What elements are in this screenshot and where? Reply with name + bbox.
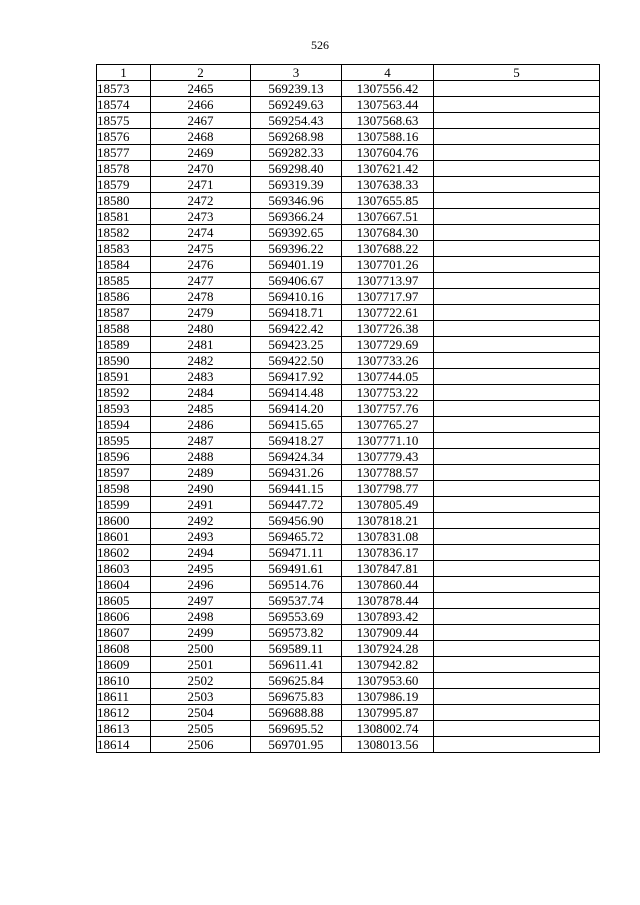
index-cell: 2504 (151, 705, 251, 721)
x-coordinate-cell: 569491.61 (251, 561, 342, 577)
index-cell: 2500 (151, 641, 251, 657)
point-number-cell: 18596 (97, 449, 151, 465)
note-cell (434, 257, 600, 273)
point-number-cell: 18595 (97, 433, 151, 449)
point-number-cell: 18579 (97, 177, 151, 193)
x-coordinate-cell: 569366.24 (251, 209, 342, 225)
index-cell: 2483 (151, 369, 251, 385)
point-number-cell: 18614 (97, 737, 151, 753)
index-cell: 2479 (151, 305, 251, 321)
point-number-cell: 18602 (97, 545, 151, 561)
point-number-cell: 18599 (97, 497, 151, 513)
table-row (97, 625, 600, 641)
point-number-cell: 18605 (97, 593, 151, 609)
note-cell (434, 593, 600, 609)
index-cell: 2493 (151, 529, 251, 545)
note-cell (434, 161, 600, 177)
point-number-cell: 18589 (97, 337, 151, 353)
index-cell: 2475 (151, 241, 251, 257)
point-number-cell: 18578 (97, 161, 151, 177)
point-number-cell: 18607 (97, 625, 151, 641)
y-coordinate-cell: 1307847.81 (342, 561, 434, 577)
x-coordinate-cell: 569401.19 (251, 257, 342, 273)
y-coordinate-cell: 1307717.97 (342, 289, 434, 305)
table-row (97, 497, 600, 513)
y-coordinate-cell: 1307893.42 (342, 609, 434, 625)
index-cell: 2471 (151, 177, 251, 193)
note-cell (434, 689, 600, 705)
note-cell (434, 97, 600, 113)
note-cell (434, 577, 600, 593)
index-cell: 2490 (151, 481, 251, 497)
point-number-cell: 18611 (97, 689, 151, 705)
note-cell (434, 673, 600, 689)
x-coordinate-cell: 569553.69 (251, 609, 342, 625)
y-coordinate-cell: 1307733.26 (342, 353, 434, 369)
point-number-cell: 18591 (97, 369, 151, 385)
index-cell: 2485 (151, 401, 251, 417)
x-coordinate-cell: 569688.88 (251, 705, 342, 721)
x-coordinate-cell: 569239.13 (251, 81, 342, 97)
point-number-cell: 18585 (97, 273, 151, 289)
table-row (97, 225, 600, 241)
index-cell: 2474 (151, 225, 251, 241)
note-cell (434, 177, 600, 193)
table-row (97, 289, 600, 305)
y-coordinate-cell: 1307604.76 (342, 145, 434, 161)
note-cell (434, 225, 600, 241)
note-cell (434, 401, 600, 417)
note-cell (434, 433, 600, 449)
index-cell: 2499 (151, 625, 251, 641)
table-header-row (97, 65, 600, 81)
note-cell (434, 705, 600, 721)
table-row (97, 305, 600, 321)
table-row (97, 97, 600, 113)
index-cell: 2501 (151, 657, 251, 673)
note-cell (434, 497, 600, 513)
table-row (97, 257, 600, 273)
x-coordinate-cell: 569418.71 (251, 305, 342, 321)
x-coordinate-cell: 569431.26 (251, 465, 342, 481)
note-cell (434, 561, 600, 577)
y-coordinate-cell: 1307953.60 (342, 673, 434, 689)
index-cell: 2465 (151, 81, 251, 97)
y-coordinate-cell: 1307729.69 (342, 337, 434, 353)
x-coordinate-cell: 569625.84 (251, 673, 342, 689)
table-row (97, 465, 600, 481)
index-cell: 2480 (151, 321, 251, 337)
index-cell: 2466 (151, 97, 251, 113)
x-coordinate-cell: 569441.15 (251, 481, 342, 497)
y-coordinate-cell: 1307556.42 (342, 81, 434, 97)
coordinates-table (96, 64, 600, 753)
point-number-cell: 18609 (97, 657, 151, 673)
y-coordinate-cell: 1307638.33 (342, 177, 434, 193)
y-coordinate-cell: 1307986.19 (342, 689, 434, 705)
table-row (97, 417, 600, 433)
note-cell (434, 513, 600, 529)
index-cell: 2497 (151, 593, 251, 609)
x-coordinate-cell: 569573.82 (251, 625, 342, 641)
y-coordinate-cell: 1307722.61 (342, 305, 434, 321)
index-cell: 2492 (151, 513, 251, 529)
table-row (97, 433, 600, 449)
x-coordinate-cell: 569396.22 (251, 241, 342, 257)
index-cell: 2469 (151, 145, 251, 161)
note-cell (434, 417, 600, 433)
x-coordinate-cell: 569514.76 (251, 577, 342, 593)
index-cell: 2472 (151, 193, 251, 209)
y-coordinate-cell: 1308013.56 (342, 737, 434, 753)
point-number-cell: 18610 (97, 673, 151, 689)
index-cell: 2488 (151, 449, 251, 465)
y-coordinate-cell: 1307831.08 (342, 529, 434, 545)
table-row (97, 689, 600, 705)
table-row (97, 641, 600, 657)
index-cell: 2468 (151, 129, 251, 145)
x-coordinate-cell: 569589.11 (251, 641, 342, 657)
column-header-5: 5 (434, 65, 600, 81)
index-cell: 2470 (151, 161, 251, 177)
index-cell: 2494 (151, 545, 251, 561)
point-number-cell: 18588 (97, 321, 151, 337)
page-number: 526 (311, 38, 329, 52)
y-coordinate-cell: 1307621.42 (342, 161, 434, 177)
x-coordinate-cell: 569417.92 (251, 369, 342, 385)
y-coordinate-cell: 1307779.43 (342, 449, 434, 465)
x-coordinate-cell: 569319.39 (251, 177, 342, 193)
note-cell (434, 113, 600, 129)
index-cell: 2495 (151, 561, 251, 577)
table-row (97, 353, 600, 369)
index-cell: 2477 (151, 273, 251, 289)
y-coordinate-cell: 1307563.44 (342, 97, 434, 113)
note-cell (434, 305, 600, 321)
y-coordinate-cell: 1307805.49 (342, 497, 434, 513)
x-coordinate-cell: 569346.96 (251, 193, 342, 209)
y-coordinate-cell: 1307765.27 (342, 417, 434, 433)
x-coordinate-cell: 569298.40 (251, 161, 342, 177)
x-coordinate-cell: 569268.98 (251, 129, 342, 145)
index-cell: 2491 (151, 497, 251, 513)
point-number-cell: 18606 (97, 609, 151, 625)
note-cell (434, 625, 600, 641)
table-row (97, 161, 600, 177)
note-cell (434, 609, 600, 625)
table-row (97, 385, 600, 401)
column-header-4: 4 (342, 65, 434, 81)
y-coordinate-cell: 1307655.85 (342, 193, 434, 209)
x-coordinate-cell: 569537.74 (251, 593, 342, 609)
point-number-cell: 18593 (97, 401, 151, 417)
y-coordinate-cell: 1307836.17 (342, 545, 434, 561)
note-cell (434, 193, 600, 209)
table-row (97, 529, 600, 545)
note-cell (434, 241, 600, 257)
point-number-cell: 18577 (97, 145, 151, 161)
index-cell: 2489 (151, 465, 251, 481)
note-cell (434, 721, 600, 737)
table-row (97, 145, 600, 161)
x-coordinate-cell: 569249.63 (251, 97, 342, 113)
x-coordinate-cell: 569414.48 (251, 385, 342, 401)
x-coordinate-cell: 569254.43 (251, 113, 342, 129)
x-coordinate-cell: 569422.42 (251, 321, 342, 337)
point-number-cell: 18598 (97, 481, 151, 497)
table-row (97, 401, 600, 417)
point-number-cell: 18608 (97, 641, 151, 657)
point-number-cell: 18590 (97, 353, 151, 369)
point-number-cell: 18586 (97, 289, 151, 305)
column-header-1: 1 (97, 65, 151, 81)
table-row (97, 241, 600, 257)
note-cell (434, 145, 600, 161)
note-cell (434, 337, 600, 353)
point-number-cell: 18601 (97, 529, 151, 545)
x-coordinate-cell: 569418.27 (251, 433, 342, 449)
note-cell (434, 465, 600, 481)
x-coordinate-cell: 569422.50 (251, 353, 342, 369)
y-coordinate-cell: 1307588.16 (342, 129, 434, 145)
y-coordinate-cell: 1307744.05 (342, 369, 434, 385)
note-cell (434, 737, 600, 753)
note-cell (434, 273, 600, 289)
index-cell: 2503 (151, 689, 251, 705)
y-coordinate-cell: 1307995.87 (342, 705, 434, 721)
point-number-cell: 18587 (97, 305, 151, 321)
y-coordinate-cell: 1307924.28 (342, 641, 434, 657)
table-row (97, 513, 600, 529)
point-number-cell: 18574 (97, 97, 151, 113)
note-cell (434, 353, 600, 369)
point-number-cell: 18575 (97, 113, 151, 129)
x-coordinate-cell: 569423.25 (251, 337, 342, 353)
table-row (97, 673, 600, 689)
table-row (97, 177, 600, 193)
x-coordinate-cell: 569424.34 (251, 449, 342, 465)
x-coordinate-cell: 569447.72 (251, 497, 342, 513)
table-row (97, 321, 600, 337)
column-header-2: 2 (151, 65, 251, 81)
x-coordinate-cell: 569410.16 (251, 289, 342, 305)
table-row (97, 737, 600, 753)
note-cell (434, 481, 600, 497)
table-body (97, 81, 600, 753)
x-coordinate-cell: 569415.65 (251, 417, 342, 433)
table-row (97, 81, 600, 97)
y-coordinate-cell: 1307818.21 (342, 513, 434, 529)
note-cell (434, 385, 600, 401)
x-coordinate-cell: 569701.95 (251, 737, 342, 753)
point-number-cell: 18600 (97, 513, 151, 529)
index-cell: 2496 (151, 577, 251, 593)
table-row (97, 609, 600, 625)
note-cell (434, 657, 600, 673)
y-coordinate-cell: 1307942.82 (342, 657, 434, 673)
index-cell: 2481 (151, 337, 251, 353)
index-cell: 2498 (151, 609, 251, 625)
index-cell: 2484 (151, 385, 251, 401)
note-cell (434, 209, 600, 225)
point-number-cell: 18597 (97, 465, 151, 481)
y-coordinate-cell: 1308002.74 (342, 721, 434, 737)
index-cell: 2487 (151, 433, 251, 449)
y-coordinate-cell: 1307568.63 (342, 113, 434, 129)
note-cell (434, 81, 600, 97)
point-number-cell: 18594 (97, 417, 151, 433)
note-cell (434, 545, 600, 561)
table-row (97, 545, 600, 561)
note-cell (434, 321, 600, 337)
table-row (97, 593, 600, 609)
table-row (97, 337, 600, 353)
table-row (97, 209, 600, 225)
index-cell: 2467 (151, 113, 251, 129)
index-cell: 2506 (151, 737, 251, 753)
note-cell (434, 449, 600, 465)
y-coordinate-cell: 1307878.44 (342, 593, 434, 609)
y-coordinate-cell: 1307726.38 (342, 321, 434, 337)
x-coordinate-cell: 569456.90 (251, 513, 342, 529)
y-coordinate-cell: 1307757.76 (342, 401, 434, 417)
x-coordinate-cell: 569282.33 (251, 145, 342, 161)
x-coordinate-cell: 569695.52 (251, 721, 342, 737)
table-row (97, 481, 600, 497)
point-number-cell: 18612 (97, 705, 151, 721)
y-coordinate-cell: 1307713.97 (342, 273, 434, 289)
x-coordinate-cell: 569675.83 (251, 689, 342, 705)
point-number-cell: 18573 (97, 81, 151, 97)
point-number-cell: 18613 (97, 721, 151, 737)
y-coordinate-cell: 1307701.26 (342, 257, 434, 273)
note-cell (434, 529, 600, 545)
index-cell: 2482 (151, 353, 251, 369)
table-row (97, 369, 600, 385)
table-row (97, 113, 600, 129)
point-number-cell: 18580 (97, 193, 151, 209)
point-number-cell: 18583 (97, 241, 151, 257)
y-coordinate-cell: 1307798.77 (342, 481, 434, 497)
point-number-cell: 18604 (97, 577, 151, 593)
y-coordinate-cell: 1307860.44 (342, 577, 434, 593)
y-coordinate-cell: 1307771.10 (342, 433, 434, 449)
column-header-3: 3 (251, 65, 342, 81)
index-cell: 2473 (151, 209, 251, 225)
x-coordinate-cell: 569471.11 (251, 545, 342, 561)
table-row (97, 657, 600, 673)
index-cell: 2502 (151, 673, 251, 689)
x-coordinate-cell: 569392.65 (251, 225, 342, 241)
index-cell: 2505 (151, 721, 251, 737)
table-row (97, 577, 600, 593)
y-coordinate-cell: 1307684.30 (342, 225, 434, 241)
note-cell (434, 289, 600, 305)
index-cell: 2478 (151, 289, 251, 305)
table-row (97, 193, 600, 209)
table-row (97, 273, 600, 289)
note-cell (434, 641, 600, 657)
index-cell: 2486 (151, 417, 251, 433)
note-cell (434, 129, 600, 145)
y-coordinate-cell: 1307788.57 (342, 465, 434, 481)
table-row (97, 721, 600, 737)
point-number-cell: 18592 (97, 385, 151, 401)
table-row (97, 705, 600, 721)
note-cell (434, 369, 600, 385)
x-coordinate-cell: 569414.20 (251, 401, 342, 417)
y-coordinate-cell: 1307688.22 (342, 241, 434, 257)
y-coordinate-cell: 1307753.22 (342, 385, 434, 401)
x-coordinate-cell: 569611.41 (251, 657, 342, 673)
table-row (97, 561, 600, 577)
point-number-cell: 18582 (97, 225, 151, 241)
table-row (97, 129, 600, 145)
table-row (97, 449, 600, 465)
y-coordinate-cell: 1307667.51 (342, 209, 434, 225)
point-number-cell: 18581 (97, 209, 151, 225)
point-number-cell: 18603 (97, 561, 151, 577)
x-coordinate-cell: 569406.67 (251, 273, 342, 289)
point-number-cell: 18584 (97, 257, 151, 273)
index-cell: 2476 (151, 257, 251, 273)
point-number-cell: 18576 (97, 129, 151, 145)
y-coordinate-cell: 1307909.44 (342, 625, 434, 641)
x-coordinate-cell: 569465.72 (251, 529, 342, 545)
